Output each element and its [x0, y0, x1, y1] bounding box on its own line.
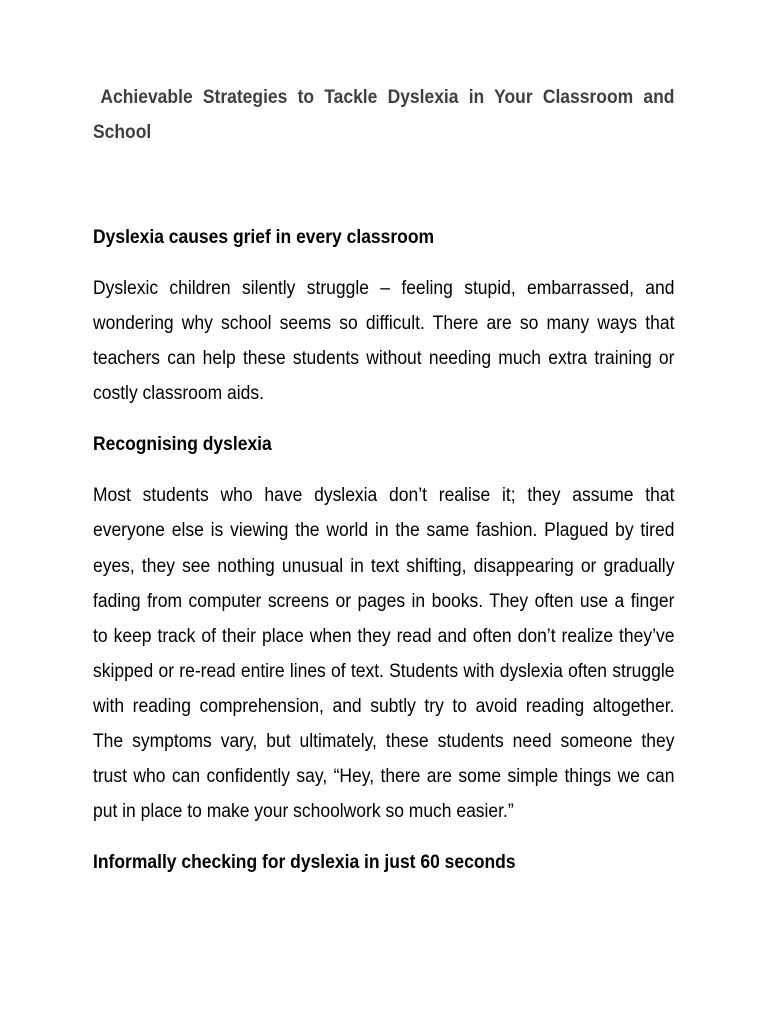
document-page	[93, 80, 674, 880]
section-heading-grief: Dyslexia causes grief in every classroom	[93, 227, 435, 248]
document-title: Achievable Strategies to Tackle Dyslexia in Your Classroom and School	[93, 87, 675, 143]
paragraph-grief: Dyslexic children silently struggle – feeling stupid, embarrassed, and wondering why school seems so difficult. There are so many ways that teachers can help these students without needing much extra training or costly classroom aids.	[93, 278, 675, 405]
paragraph-recognising: Most students who have dyslexia don’t realise it; they assume that everyone else is viewing the world in the same fashion. Plagued by tired eyes, they see nothing unusual in text shifting, disappearing or gradually fading from computer screens or pages in books. They often use a finger to keep track of their place when they read and often don’t realize they’ve skipped or re-read entire lines of text. Students with dyslexia often struggle with reading comprehension, and subtly try to avoid reading altogether. The symptoms vary, but ultimately, these students need someone they trust who can confidently say, “Hey, there are some simple things we can put in place to make your schoolwork so much easier.”	[93, 485, 675, 823]
section-heading-checking: Informally checking for dyslexia in just 60 seconds	[93, 852, 516, 874]
section-heading-recognising: Recognising dyslexia	[93, 434, 272, 456]
